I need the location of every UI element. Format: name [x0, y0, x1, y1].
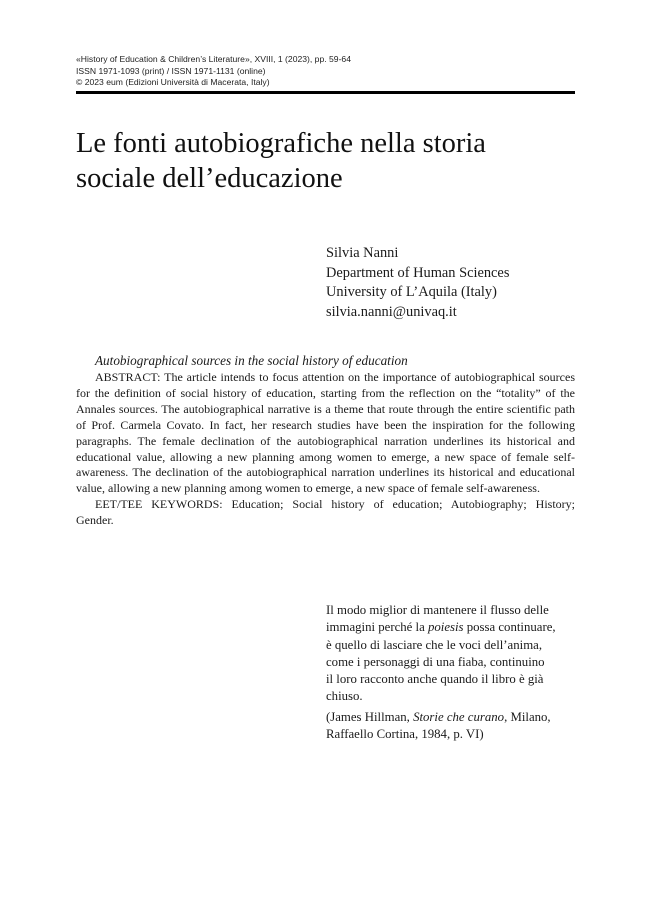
epigraph-line: come i personaggi di una fiaba, continuino — [326, 654, 545, 669]
epigraph-line: chiuso. — [326, 689, 363, 704]
author-university: University of L’Aquila (Italy) — [326, 284, 497, 301]
epigraph-citation — [326, 709, 576, 726]
epigraph-line: è quello di lasciare che le voci dell’anima, — [326, 637, 543, 652]
epigraph-line: il loro racconto anche quando il libro è già — [326, 672, 544, 687]
author-block — [326, 244, 509, 322]
citation-book-title: Storie che curano — [413, 709, 505, 724]
issn-line: ISSN 1971-1093 (print) / ISSN 1971-1131 (online) — [76, 65, 266, 76]
abstract-body: ABSTRACT: The article intends to focus attention on the importance of autobiographical sources for the definition of social history of education, starting from the reflection on the “totality” of the Annales sources. The autobiographical narrative is a theme that route through the entire scientific path of Prof. Carmela Covato. In fact, her research studies have been the inspiration for the following paragraphs. The female declination of the autobiographical narration underlines its historical and educational value, allowing a new planning among women to emerge, a new space of female self-awareness. The declination of the autobiographical narration underlines its historical and educational value, allowing a new planning among women to emerge, a new space of female self-awareness. — [76, 370, 575, 496]
epigraph-line — [326, 619, 576, 636]
author-department: Department of Human Sciences — [326, 264, 510, 281]
epigraph-text: immagini perché la — [326, 620, 428, 635]
abstract-title: Autobiographical sources in the social history of education — [95, 353, 408, 368]
article-title — [76, 126, 576, 196]
author-email: silvia.nanni@univaq.it — [326, 303, 457, 320]
epigraph-line: Il modo miglior di mantenere il flusso delle — [326, 603, 549, 617]
epigraph — [326, 602, 576, 743]
citation-text: (James Hillman, — [326, 709, 414, 724]
article-title-line-1: Le fonti autobiografiche nella storia — [76, 128, 486, 159]
citation-text: , Milano, — [504, 709, 551, 724]
header-rule — [76, 91, 575, 94]
author-name: Silvia Nanni — [326, 245, 399, 261]
epigraph-citation-line: Raffaello Cortina, 1984, p. VI) — [326, 727, 484, 742]
abstract-section — [76, 352, 575, 529]
journal-citation: «History of Education & Children’s Literature», XVIII, 1 (2023), pp. 59-64 — [76, 54, 351, 64]
article-title-line-2: sociale dell’educazione — [76, 163, 343, 194]
epigraph-italic-term: poiesis — [427, 620, 464, 635]
epigraph-text: possa continuare, — [463, 620, 556, 635]
copyright-line: © 2023 eum (Edizioni Università di Macerata, Italy) — [76, 77, 270, 87]
keywords: EET/TEE KEYWORDS: Education; Social history of education; Autobiography; History; Gender. — [76, 497, 575, 528]
journal-header — [76, 54, 351, 89]
